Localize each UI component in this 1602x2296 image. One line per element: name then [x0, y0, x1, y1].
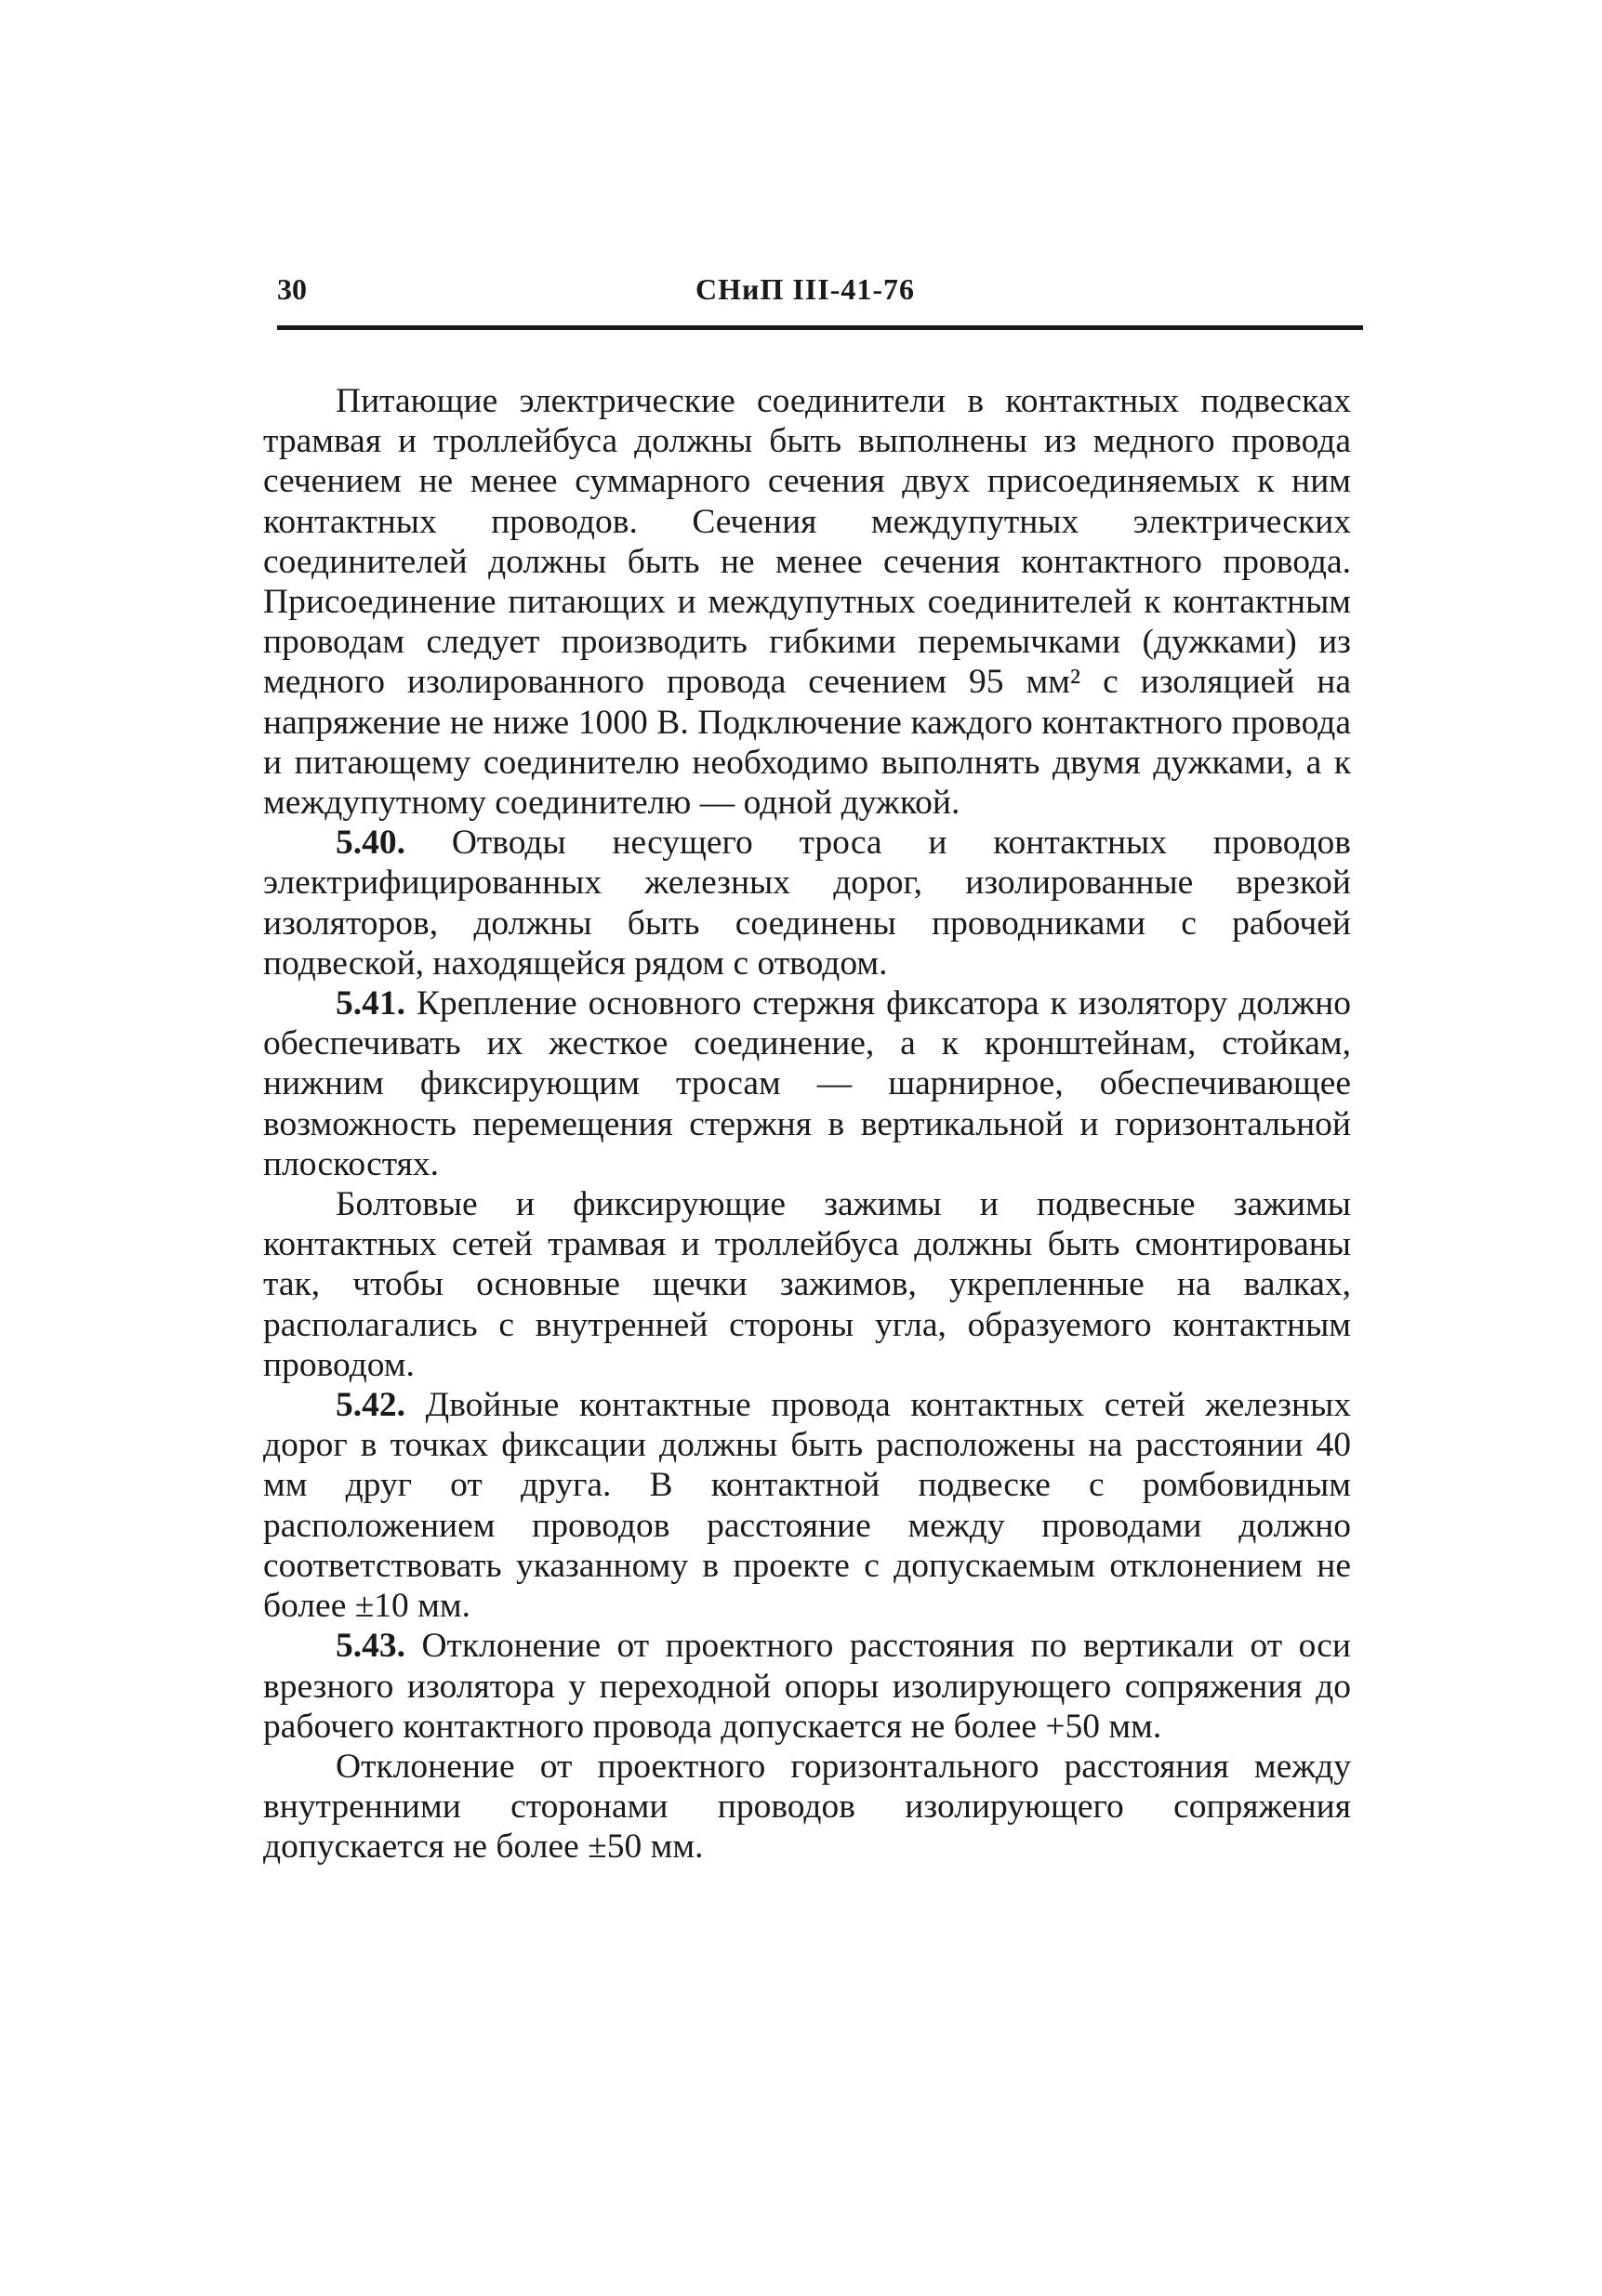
paragraph-text: Питающие электрические соединители в контактных подвесках трамвая и троллейбуса должны быть выполнены из медного провода сечением не менее суммарного сечения двух присоединяемых к ним контактных проводов. Сечения междупутных электрических соединителей должны быть не менее сечения контактного провода. Присоединение питающих и междупутных соединителей к контактным проводам следует производить гибкими перемычками (дужками) из медного изолированного провода сечением 95 мм² с изоляцией на напряжение не ниже 1000 В. Подключение каждого контактного провода и питающему соединителю необходимо выполнять двумя дужками, а к междупутному соединителю — одной дужкой. [263, 382, 1351, 823]
paragraph [263, 381, 1351, 823]
body-text [263, 381, 1351, 1867]
header-rule [277, 325, 1363, 330]
paragraph-text: Отклонение от проектного горизонтального расстояния между внутренними сторонами проводов изолирующего сопряжения допускается не более ±50 мм. [263, 1747, 1351, 1867]
paragraph-text: Болтовые и фиксирующие зажимы и подвесные зажимы контактных сетей трамвая и троллейбуса должны быть смонтированы так, чтобы основные щечки зажимов, укрепленные на валках, располагались с внутренней стороны угла, образуемого контактным проводом. [263, 1185, 1351, 1384]
clause-number: 5.41. [336, 984, 405, 1023]
paragraph [263, 1626, 1351, 1747]
paragraph-text: Отводы несущего троса и контактных проводов электрифицированных железных дорог, изолированные врезкой изоляторов, должны быть соединены проводниками с рабочей подвеской, находящейся рядом с отводом. [263, 824, 1352, 983]
paragraph [263, 1385, 1351, 1626]
page-number: 30 [277, 272, 307, 306]
paragraph [263, 823, 1351, 983]
clause-number: 5.42. [336, 1386, 405, 1425]
page-header [277, 272, 1363, 310]
paragraph-text: Отклонение от проектного расстояния по вертикали от оси врезного изолятора у переходной опоры изолирующего сопряжения до рабочего контактного провода допускается не более +50 мм. [263, 1627, 1351, 1746]
paragraph [263, 1184, 1351, 1385]
document-code: СНиП III-41-76 [695, 272, 915, 306]
paragraph [263, 983, 1351, 1184]
clause-number: 5.43. [336, 1627, 405, 1666]
paragraph-text: Крепление основного стержня фиксатора к изолятору должно обеспечивать их жесткое соединение, а к кронштейнам, стойкам, нижним фиксирующим тросам — шарнирное, обеспечивающее возможность перемещения стержня в вертикальной и горизонтальной плоскостях. [263, 984, 1352, 1183]
clause-number: 5.40. [336, 824, 405, 863]
paragraph [263, 1747, 1351, 1867]
paragraph-text: Двойные контактные провода контактных сетей железных дорог в точках фиксации должны быть расположены на расстоянии 40 мм друг от друга. В контактной подвеске с ромбовидным расположением проводов расстояние между проводами должно соответствовать указанному в проекте с допускаемым отклонением не более ±10 мм. [263, 1386, 1352, 1626]
